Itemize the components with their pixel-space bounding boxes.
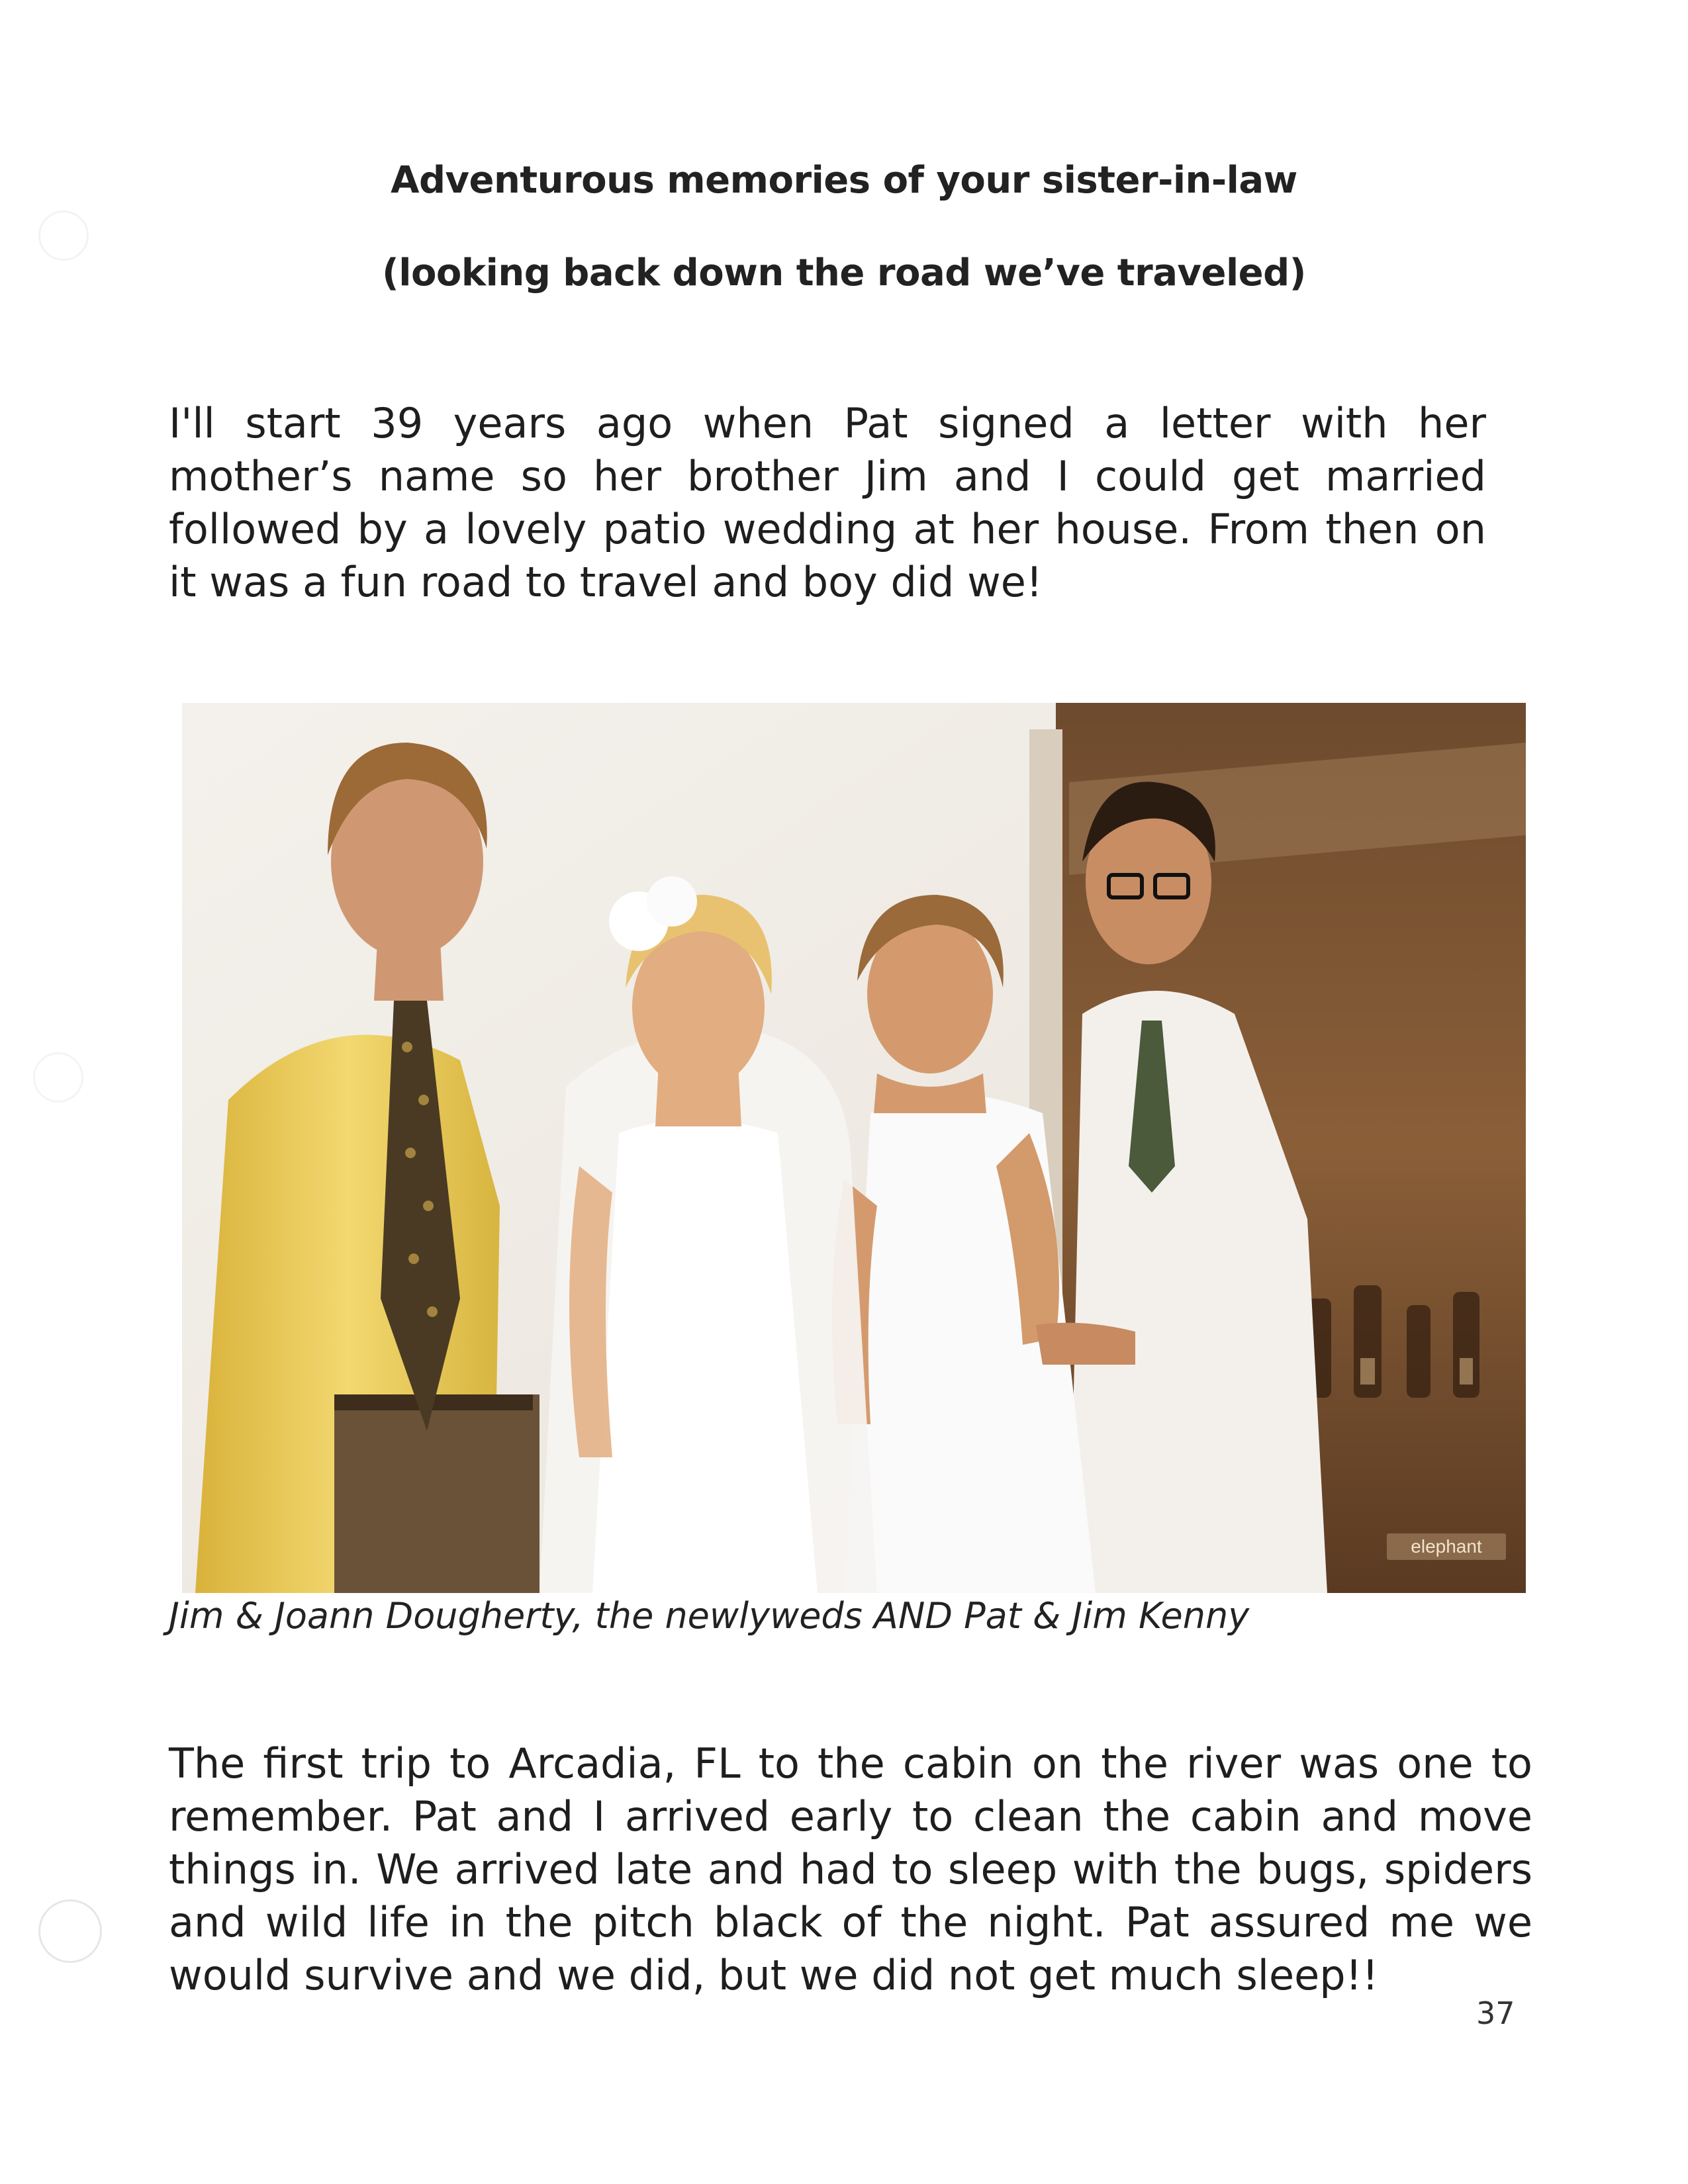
- photo-caption: Jim & Joann Dougherty, the newlyweds AND Pat & Jim Kenny: [169, 1595, 1250, 1637]
- binder-hole-middle: [33, 1052, 83, 1103]
- photo-watermark: elephant: [1387, 1533, 1506, 1560]
- page-number: 37: [1476, 1995, 1515, 2031]
- intro-paragraph: I'll start 39 years ago when Pat signed a letter with her mother’s name so her brother Jim and I could get married followed by a lovely patio wedding at her house. From then on it was a fun road to travel and boy did we!: [169, 399, 1486, 606]
- page-title: Adventurous memories of your sister-in-law: [391, 159, 1297, 202]
- binder-hole-bottom: [38, 1899, 102, 1963]
- page-subtitle: (looking back down the road we’ve traveled): [382, 251, 1306, 295]
- body-paragraph: The first trip to Arcadia, FL to the cabin on the river was one to remember. Pat and I arrived early to clean the cabin and move things in. We arrived late and had to sleep with the bugs, spiders and wild life in the pitch black of the night. Pat assured me we would survive and we did, but we did not get much sleep!!: [169, 1739, 1532, 1999]
- wedding-photo: [182, 703, 1526, 1593]
